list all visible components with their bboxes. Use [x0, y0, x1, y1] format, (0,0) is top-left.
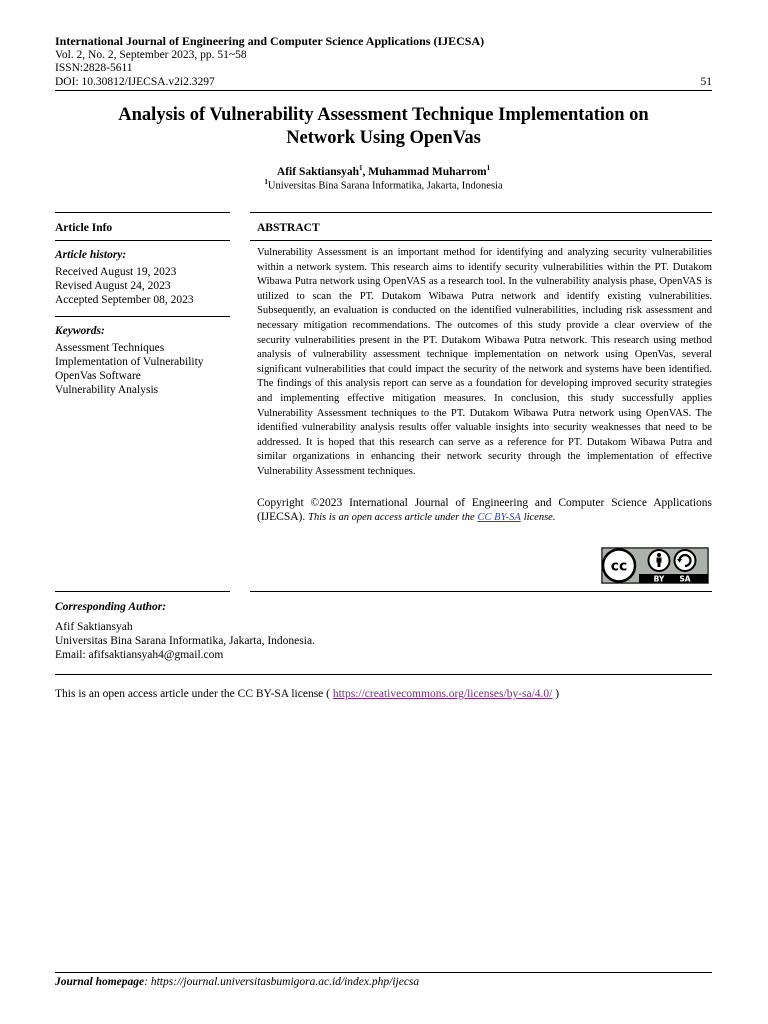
article-info-heading: Article Info: [55, 222, 113, 234]
corresponding-email: Email: afifsaktiansyah4@gmail.com: [55, 649, 224, 661]
abstract-heading: ABSTRACT: [257, 222, 320, 234]
author-name: Muhammad Muharrom: [368, 165, 487, 178]
author-superscript: 1: [486, 164, 491, 172]
keyword-item: Vulnerability Analysis: [55, 384, 159, 396]
keyword-item: Implementation of Vulnerability: [55, 356, 204, 368]
license-text: This is an open access article under the CC BY-SA license (: [55, 688, 330, 700]
affiliation-superscript: 1: [264, 178, 268, 186]
cc-letters: cc: [610, 558, 628, 575]
doi: DOI: 10.30812/IJECSA.v2i2.3297: [55, 75, 215, 88]
journal-header: [55, 35, 712, 89]
author-list: [55, 164, 712, 178]
corresponding-bottom-rule: [55, 674, 712, 675]
author-name: Afif Saktiansyah: [276, 165, 360, 178]
corresponding-heading: Corresponding Author:: [55, 601, 167, 613]
paper-title: [55, 104, 712, 150]
title-line-2: Network Using OpenVas: [286, 128, 481, 148]
issn: ISSN:2828-5611: [55, 62, 133, 74]
corresponding-name: Afif Saktiansyah: [55, 621, 133, 633]
license-link[interactable]: https://creativecommons.org/licenses/by-sa/4.0/: [332, 688, 553, 700]
author-separator: ,: [362, 165, 369, 178]
author-superscript: 1: [359, 164, 363, 172]
cc-by-sa-icon[interactable]: [601, 547, 709, 584]
accepted-date: Accepted September 08, 2023: [55, 294, 194, 306]
abstract-text: Vulnerability Assessment is an important method for identifying and analyzing security vulnerabilities within a network system. This research aims to identify security vulnerabilities within the PT. Dutakom Wibawa Putra network using OpenVAS as a research tool. In the vulnerability analysis phase, OpenVAS is utilized to scan the PT. Dutakom Wibawa Putra network and identify existing vulnerabilities. Subsequently, an evaluation is conducted on the identified vulnerabilities, including risk assessment and necessary mitigation recommendations. The outcomes of this study provide a clear overview of the security vulnerabilities present in the PT. Dutakom Wibawa Putra network. This research using method analysis of vulnerability assessment technique implementation on network using OpenVas, several significant vulnerabilities that could impact the security of the network and systems have been identified. The findings of this analysis report can serve as a foundation for developing improved security strategies and implementing effective mitigation measures. In conclusion, this study successfully applies Vulnerability Assessment techniques to the PT. Dutakom Wibawa Putra network using OpenVAS. The identified vulnerability analysis results offer valuable insights into security weaknesses that need to be addressed. It is hoped that this research can serve as a reference for PT. Dutakom Wibawa Putra and similar organizations in enhancing their network security through the implementation of effective Vulnerability Assessment techniques.: [257, 247, 712, 477]
cc-by-sa-link[interactable]: CC BY-SA: [477, 511, 521, 523]
sa-label: SA: [679, 574, 691, 584]
header-divider: [55, 90, 712, 91]
copyright-italic-end: license.: [523, 511, 556, 523]
journal-name: International Journal of Engineering and Computer Science Applications (IJECSA): [55, 34, 485, 48]
article-history: [55, 265, 230, 307]
page-number: 51: [700, 75, 712, 88]
keyword-list: [55, 341, 230, 397]
abstract-column: [250, 212, 712, 525]
affiliation-text: Universitas Bina Sarana Informatika, Jakarta, Indonesia: [267, 180, 503, 192]
volume-info: Vol. 2, No. 2, September 2023, pp. 51~58: [55, 48, 247, 61]
homepage-label: Journal homepage: [55, 976, 145, 988]
article-history-heading: Article history:: [55, 249, 127, 261]
received-date: Received August 19, 2023: [55, 266, 177, 278]
keyword-item: Assessment Techniques: [55, 342, 165, 354]
revised-date: Revised August 24, 2023: [55, 280, 171, 292]
license-text-end: ): [555, 688, 560, 700]
journal-homepage: [55, 976, 712, 988]
corresponding-author: [55, 600, 712, 662]
author-affiliation: [55, 178, 712, 192]
corresponding-divider-left: [55, 591, 230, 592]
corresponding-divider-right: [250, 591, 712, 592]
title-line-1: Analysis of Vulnerability Assessment Technique Implementation on: [118, 105, 649, 125]
copyright-italic: This is an open access article under the: [308, 511, 475, 523]
by-label: BY: [653, 574, 665, 584]
homepage-url[interactable]: : https://journal.universitasbumigora.ac.id/index.php/ijecsa: [144, 976, 420, 988]
corresponding-affiliation: Universitas Bina Sarana Informatika, Jakarta, Indonesia.: [55, 635, 315, 647]
keywords-heading: Keywords:: [55, 325, 105, 337]
footer-divider: [55, 972, 712, 973]
license-statement: [55, 688, 712, 700]
article-info-column: [55, 212, 230, 397]
copyright-text: Copyright ©2023 International Journal of Engineering and Computer Science Applications (IJECSA).: [257, 496, 712, 523]
copyright-notice: [250, 480, 712, 525]
keyword-item: OpenVas Software: [55, 370, 141, 382]
